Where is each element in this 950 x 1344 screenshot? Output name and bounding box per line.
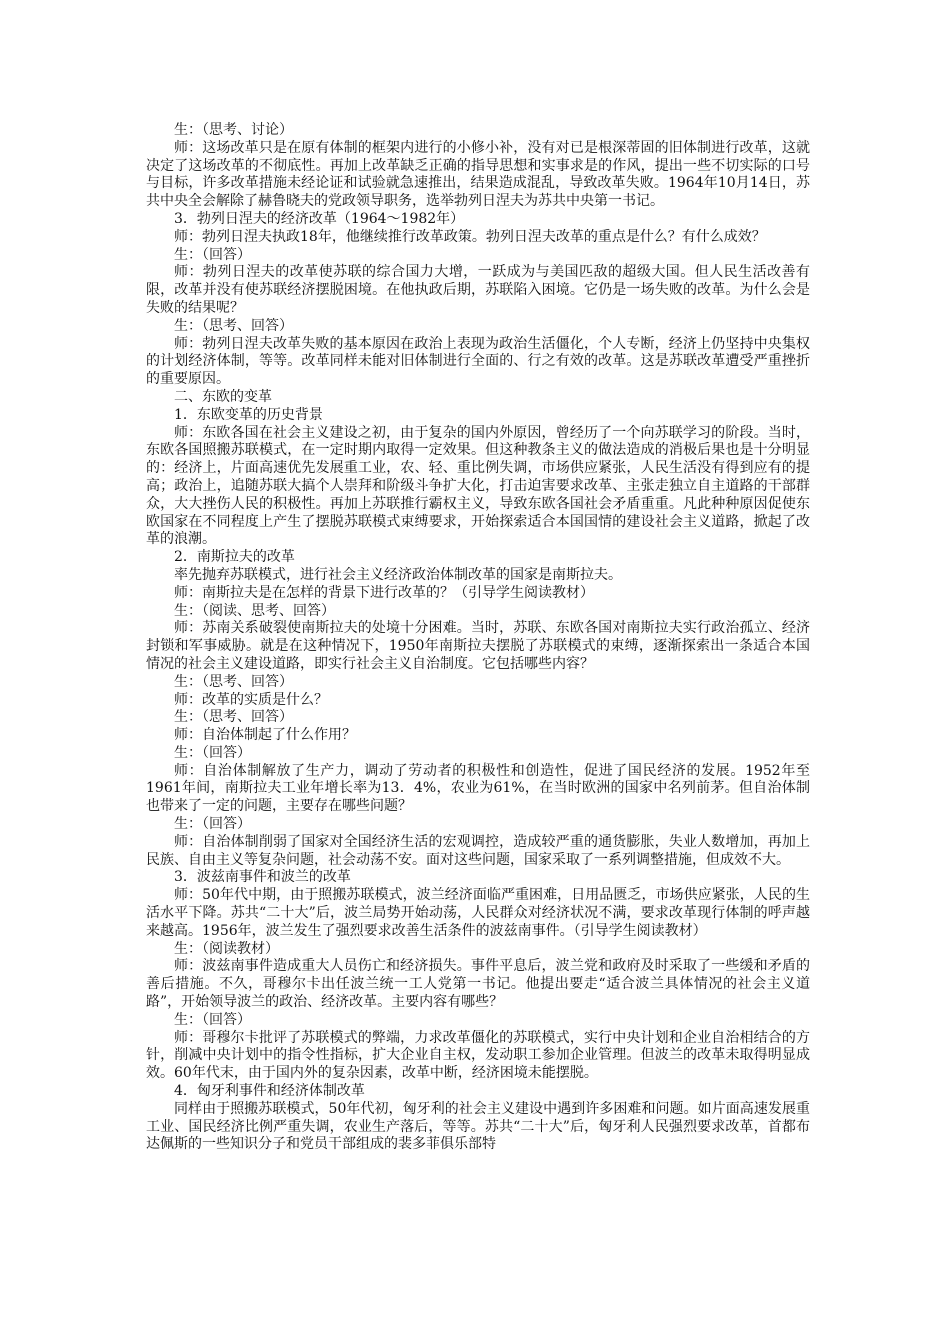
dialogue-teacher: 师：勃列日涅夫执政18年，他继续推行改革政策。勃列日涅夫改革的重点是什么？有什么成效？	[174, 228, 766, 245]
dialogue-student: 生：（思考、回答）	[174, 317, 293, 334]
dialogue-student: 生：（思考、讨论）	[174, 122, 293, 138]
dialogue-teacher: 师：东欧各国在社会主义建设之初，由于复杂的国内外原因，曾经历了一个向苏联学习的阶段。当时，东欧各国照搬苏联模式，在一定时期内取得一定效果。但这种教条主义的做法造成的消极后果也是十分明显的：经济上，片面高速优先发展重工业，农、轻、重比例失调，市场供应紧张，人民生活没有得到应有的提高；政治上，追随苏联大搞个人崇拜和阶级斗争扩大化，打击迫害要求改革、主张走独立自主道路的干部群众，大大挫伤人民的积极性。再加上苏联推行霸权主义，导致东欧各国社会矛盾重重。凡此种种原因促使东欧国家在不同程度上产生了摆脱苏联模式束缚要求，开始探索适合本国国情的建设社会主义道路，掀起了改革的浪潮。	[146, 424, 810, 548]
dialogue-student: 生：（回答）	[174, 246, 251, 263]
section-subheading: 3．勃列日涅夫的经济改革（1964～1982年）	[174, 210, 465, 227]
dialogue-teacher: 师：自治体制起了什么作用？	[174, 727, 356, 744]
dialogue-teacher: 师：勃列日涅夫的改革使苏联的综合国力大增，一跃成为与美国匹敌的超级大国。但人民生活改善有限，改革并没有使苏联经济摆脱困境。在他执政后期，苏联陷入困境。它仍是一场失败的改革。为什么会是失败的结果呢？	[146, 264, 810, 316]
dialogue-teacher: 师：50年代中期，由于照搬苏联模式，波兰经济面临严重困难，日用品匮乏，市场供应紧张，人民的生活水平下降。苏共“二十大”后，波兰局势开始动荡，人民群众对经济状况不满，要求改革现行体制的呼声越来越高。1956年，波兰发生了强烈要求改善生活条件的波兹南事件。（引导学生阅读教材）	[146, 887, 810, 939]
document-page	[146, 122, 810, 1154]
dialogue-student: 生：（回答）	[174, 1011, 251, 1028]
section-subheading: 2．南斯拉夫的改革	[174, 549, 295, 566]
dialogue-student: 生：（思考、回答）	[174, 709, 293, 726]
dialogue-teacher: 师：南斯拉夫是在怎样的背景下进行改革的？（引导学生阅读教材）	[174, 584, 594, 601]
body-paragraph: 同样由于照搬苏联模式，50年代初，匈牙利的社会主义建设中遇到许多困难和问题。如片面高速发展重工业、国民经济比例严重失调，农业生产落后，等等。苏共“二十大”后，匈牙利人民强烈要求改革，首都布达佩斯的一些知识分子和党员干部组成的裴多菲俱乐部特	[146, 1100, 810, 1153]
dialogue-teacher: 师：这场改革只是在原有体制的框架内进行的小修小补，没有对已是根深蒂固的旧体制进行改革，这就决定了这场改革的不彻底性。再加上改革缺乏正确的指导思想和实事求是的作风，提出一些不切实际的口号与目标，许多改革措施未经论证和试验就急速推出，结果造成混乱，导致改革失败。1964年10月14日，苏共中央全会解除了赫鲁晓夫的党政领导职务，选举勃列日涅夫为苏共中央第一书记。	[146, 139, 810, 210]
dialogue-teacher: 师：哥穆尔卡批评了苏联模式的弊端，力求改革僵化的苏联模式，实行中央计划和企业自治相结合的方针，削减中央计划中的指令性指标，扩大企业自主权，发动职工参加企业管理。但波兰的改革未取得明显成效。60年代末，由于国内外的复杂因素，改革中断，经济困境未能摆脱。	[146, 1029, 810, 1082]
section-heading: 二、东欧的变革	[174, 388, 272, 405]
dialogue-teacher: 师：自治体制解放了生产力，调动了劳动者的积极性和创造性，促进了国民经济的发展。1952年至1961年间，南斯拉夫工业年增长率为13．4%，农业为61%，在当时欧洲的国家中名列前茅。但自治体制也带来了一定的问题，主要存在哪些问题？	[146, 762, 810, 815]
dialogue-teacher: 师：波兹南事件造成重大人员伤亡和经济损失。事件平息后，波兰党和政府及时采取了一些缓和矛盾的善后措施。不久，哥穆尔卡出任波兰统一工人党第一书记。他提出要走“适合波兰具体情况的社会主义道路”，开始领导波兰的政治、经济改革。主要内容有哪些？	[146, 958, 810, 1011]
dialogue-teacher: 师：改革的实质是什么？	[174, 691, 328, 708]
dialogue-teacher: 师：苏南关系破裂使南斯拉夫的处境十分困难。当时，苏联、东欧各国对南斯拉夫实行政治孤立、经济封锁和军事威胁。就是在这种情况下，1950年南斯拉夫摆脱了苏联模式的束缚，逐渐探索出一条适合本国情况的社会主义建设道路，即实行社会主义自治制度。它包括哪些内容？	[146, 620, 810, 672]
dialogue-teacher: 师：自治体制削弱了国家对全国经济生活的宏观调控，造成较严重的通货膨胀，失业人数增加，再加上民族、自由主义等复杂问题，社会动荡不安。面对这些问题，国家采取了一系列调整措施，但成效不大。	[146, 833, 810, 868]
dialogue-student: 生：（思考、回答）	[174, 673, 293, 690]
dialogue-teacher: 师：勃列日涅夫改革失败的基本原因在政治上表现为政治生活僵化，个人专断，经济上仍坚持中央集权的计划经济体制，等等。改革同样未能对旧体制进行全面的、行之有效的改革。这是苏联改革遭受严重挫折的重要原因。	[146, 335, 810, 388]
section-subheading: 3．波兹南事件和波兰的改革	[174, 869, 351, 886]
section-subheading: 4．匈牙利事件和经济体制改革	[174, 1083, 365, 1100]
body-paragraph: 率先抛弃苏联模式，进行社会主义经济政治体制改革的国家是南斯拉夫。	[174, 566, 622, 583]
dialogue-student: 生：（阅读、思考、回答）	[174, 602, 335, 619]
dialogue-student: 生：（阅读教材）	[174, 940, 279, 957]
dialogue-student: 生：（回答）	[174, 816, 251, 833]
dialogue-student: 生：（回答）	[174, 744, 251, 761]
section-subheading: 1．东欧变革的历史背景	[174, 406, 323, 423]
